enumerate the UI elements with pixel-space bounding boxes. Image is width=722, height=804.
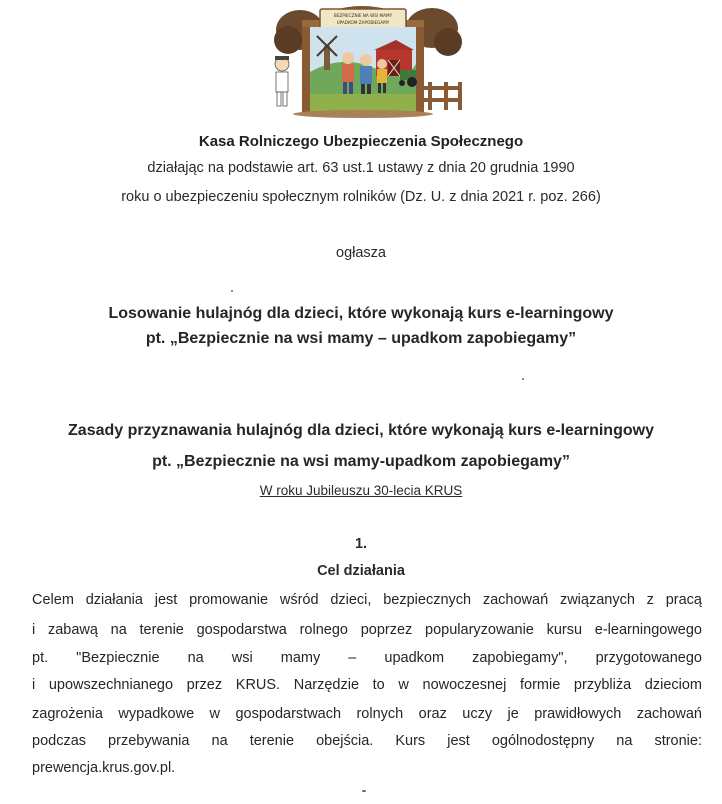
paragraph-line: i zabawą na terenie gospodarstwa rolnego poprzez popularyzowanie kursu e-learningowego bbox=[32, 622, 702, 638]
paragraph-line-last: prewencja.krus.gov.pl. bbox=[32, 760, 176, 776]
scan-speck bbox=[231, 290, 233, 292]
paragraph-line: i upowszechnianego przez KRUS. Narzędzie to w nowoczesnej formie przybliża dzieciom bbox=[32, 677, 702, 693]
legal-basis-line-2: roku o ubezpieczeniu społecznym rolników (Dz. U. z dnia 2021 r. poz. 266) bbox=[121, 189, 601, 205]
organization-name: Kasa Rolniczego Ubezpieczenia Społecznego bbox=[198, 133, 524, 150]
scan-speck bbox=[522, 378, 524, 380]
paragraph-line: podczas przebywania na terenie obejścia. Kurs jest ogólnodostępny na stronie: bbox=[32, 733, 702, 749]
announces-text: ogłasza bbox=[336, 245, 386, 261]
rules-title-line-1: Zasady przyznawania hulajnóg dla dzieci, które wykonają kurs e-learningowy bbox=[68, 422, 654, 439]
legal-basis-line-1: działając na podstawie art. 63 ust.1 ustawy z dnia 20 grudnia 1990 bbox=[147, 160, 575, 176]
paragraph-line: Celem działania jest promowanie wśród dzieci, bezpiecznych zachowań związanych z pracą bbox=[32, 592, 702, 608]
section-number: 1. bbox=[354, 536, 368, 552]
jubilee-subtitle: W roku Jubileuszu 30-lecia KRUS bbox=[259, 483, 463, 498]
lottery-title-line-2: pt. „Bezpiecznie na wsi mamy – upadkom zapobiegamy” bbox=[145, 330, 577, 347]
scan-speck bbox=[362, 790, 366, 792]
logo-sign-text-2: UPADKOM ZAPOBIEGAMY bbox=[336, 20, 390, 25]
logo-sign-text-1: BEZPIECZNIE NA WSI MAMY bbox=[333, 13, 393, 18]
campaign-logo bbox=[262, 2, 464, 120]
lottery-title-line-1: Losowanie hulajnóg dla dzieci, które wykonają kurs e-learningowy bbox=[108, 305, 614, 322]
rules-title-line-2: pt. „Bezpiecznie na wsi mamy-upadkom zapobiegamy” bbox=[152, 453, 570, 470]
section-title: Cel działania bbox=[317, 563, 405, 579]
paragraph-line: zagrożenia wypadkowe w gospodarstwach rolnych oraz uczy je prawidłowych zachowań bbox=[32, 706, 702, 722]
paragraph-line: pt. "Bezpiecznie na wsi mamy – upadkom zapobiegamy", przygotowanego bbox=[32, 650, 702, 666]
